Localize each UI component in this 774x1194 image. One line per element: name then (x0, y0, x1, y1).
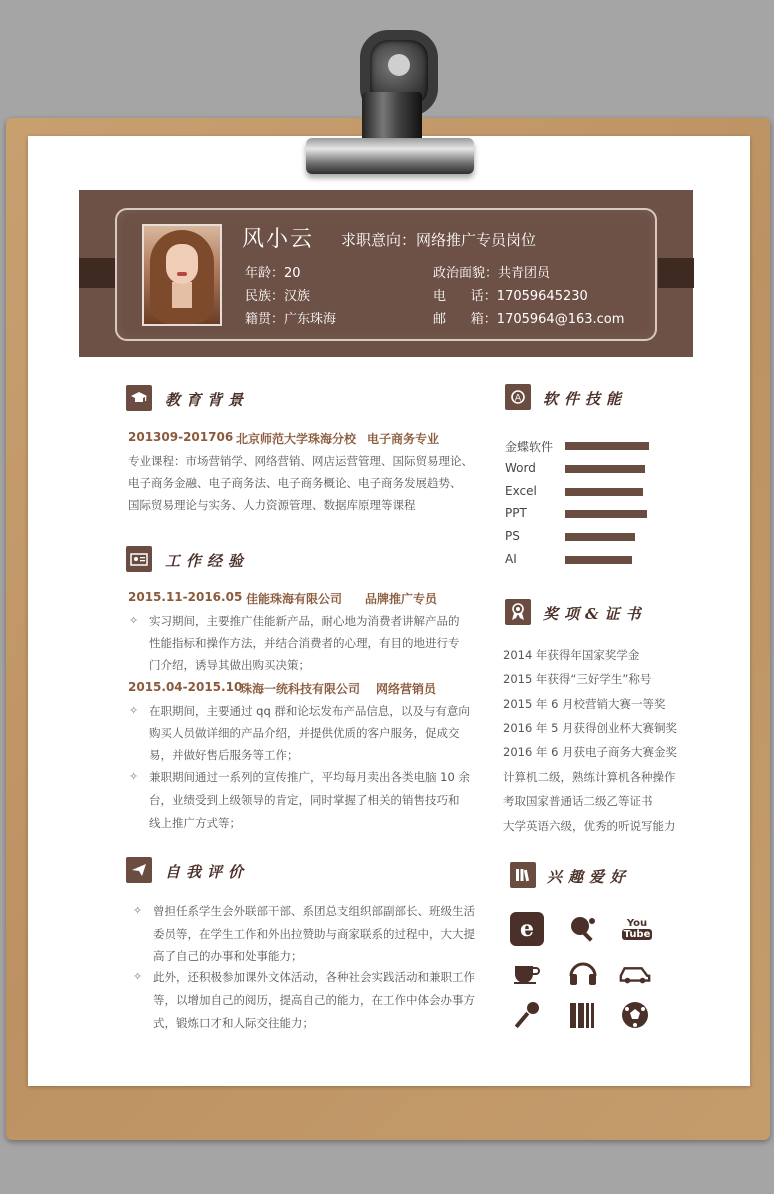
job1-period: 2015.11-2016.05 (128, 590, 243, 604)
self-eval-line: 式，锻炼口才和人际交往能力； (153, 1016, 314, 1030)
hobbies-title: 兴趣爱好 (547, 868, 632, 886)
award-item: 大学英语六级，优秀的听说写能力 (503, 819, 676, 833)
awards-title: 奖项&证书 (543, 605, 647, 623)
self-eval-line: 委员等，在学生工作和外出拉赞助与商家联系的过程中，大大提 (153, 927, 475, 941)
skill-bar (565, 533, 635, 541)
skill-label: 金蝶软件 (505, 440, 554, 454)
svg-text:A: A (514, 393, 522, 404)
award-item: 2016 年 6 月获电子商务大赛金奖 (503, 745, 678, 759)
job2-desc-line: 台，业绩受到上级领导的肯定，同时掌握了相关的销售技巧和 (149, 793, 460, 807)
youtube-icon-top: You (626, 918, 648, 929)
self-eval-line: 等，以增加自己的阅历，提高自己的能力，在工作中体会办事方 (153, 993, 475, 1007)
job2-desc-line: 购买人员做详细的产品介绍，并提供优质的客户服务，促成交 (149, 726, 460, 740)
youtube-icon (620, 912, 654, 946)
graduation-cap-icon (126, 385, 152, 411)
skill-label: PPT (505, 506, 527, 520)
edu-course-line: 国际贸易理论与实务、人力资源管理、数据库原理等课程 (128, 498, 416, 512)
profile-photo (142, 224, 222, 326)
bullet-icon: ✧ (133, 904, 143, 917)
self-eval-title: 自我评价 (165, 863, 250, 881)
edu-course-line: 电子商务金融、电子商务法、电子商务概论、电子商务发展趋势、 (128, 476, 462, 490)
job2-period: 2015.04-2015.10 (128, 680, 243, 694)
medal-icon (505, 599, 531, 625)
self-eval-line: 高了自己的办事和处事能力； (153, 949, 303, 963)
id-card-icon (126, 546, 152, 572)
paper-plane-icon (126, 857, 152, 883)
ping-pong-icon (566, 912, 600, 946)
skill-bar (565, 465, 645, 473)
info-politics: 政治面貌：共青团员 (433, 266, 551, 281)
skills-title: 软件技能 (543, 390, 628, 408)
edu-course-line: 专业课程：市场营销学、网络营销、网店运营管理、国际贸易理论、 (128, 454, 473, 468)
youtube-icon-bottom: Tube (623, 929, 651, 940)
edu-period: 201309-201706 (128, 430, 234, 444)
work-title: 工作经验 (165, 552, 250, 570)
edu-school: 北京师范大学珠海分校 (236, 432, 357, 446)
edu-major: 电子商务专业 (367, 432, 440, 446)
job2-role: 网络营销员 (376, 682, 437, 696)
job2-desc-line: 线上推广方式等； (149, 816, 241, 830)
bullet-icon: ✧ (129, 770, 139, 783)
header-stripe-left (79, 258, 115, 288)
info-email: 邮 箱：1705964@163.com (433, 312, 625, 327)
header-stripe-right (658, 258, 694, 288)
headphones-icon (566, 956, 600, 990)
soccer-ball-icon (618, 998, 652, 1032)
coffee-cup-icon (510, 956, 544, 990)
books-icon (510, 862, 536, 888)
skill-label: AI (505, 552, 517, 566)
binder-clip (300, 22, 480, 182)
job1-desc-line: 门介绍，诱导其做出购买决策； (149, 658, 310, 672)
job-intent: 求职意向：网络推广专员岗位 (341, 231, 537, 249)
skill-label: Excel (505, 484, 537, 498)
award-item: 2015 年获得“三好学生”称号 (503, 672, 652, 686)
bullet-icon: ✧ (129, 704, 139, 717)
bullet-icon: ✧ (129, 614, 139, 627)
self-eval-line: 曾担任系学生会外联部干部、系团总支组织部副部长、班级生活 (153, 904, 475, 918)
self-eval-line: 此外，还积极参加课外文体活动，各种社会实践活动和兼职工作 (153, 970, 475, 984)
job1-desc-line: 性能指标和操作方法，并结合消费者的心理，有目的地进行专 (149, 636, 460, 650)
bookshelf-icon (566, 998, 600, 1032)
job2-company: 珠海一统科技有限公司 (240, 682, 361, 696)
info-phone: 电 话：17059645230 (433, 289, 588, 304)
info-age: 年龄：20 (245, 266, 301, 281)
clip-base (306, 138, 474, 174)
microphone-icon (510, 998, 544, 1032)
bullet-icon: ✧ (133, 970, 143, 983)
award-item: 考取国家普通话二级乙等证书 (503, 794, 653, 808)
job1-role: 品牌推广专员 (365, 592, 438, 606)
award-item: 2015 年 6 月校营销大赛一等奖 (503, 697, 666, 711)
skill-label: PS (505, 529, 520, 543)
job2-desc-line: 在职期间，主要通过 qq 群和论坛发布产品信息，以及与有意向 (149, 704, 470, 718)
info-nation: 民族：汉族 (245, 289, 311, 304)
internet-explorer-icon: e (510, 912, 544, 946)
job1-desc-line: 实习期间，主要推广佳能新产品，耐心地为消费者讲解产品的 (149, 614, 460, 628)
job2-desc-line: 易，并做好售后服务等工作； (149, 748, 299, 762)
skill-bar (565, 442, 649, 450)
award-item: 2016 年 5 月获得创业杯大赛铜奖 (503, 721, 678, 735)
skill-bar (565, 510, 647, 518)
job1-company: 佳能珠海有限公司 (246, 592, 343, 606)
skill-bar (565, 556, 632, 564)
award-item: 计算机二级，熟练计算机各种操作 (503, 770, 676, 784)
skill-bar (565, 488, 643, 496)
applicant-name: 风小云 (242, 227, 315, 252)
software-icon (505, 384, 531, 410)
car-icon (618, 956, 652, 990)
skill-label: Word (505, 461, 536, 475)
award-item: 2014 年获得年国家奖学金 (503, 648, 640, 662)
education-title: 教育背景 (165, 391, 250, 409)
info-origin: 籍贯：广东珠海 (245, 312, 337, 327)
job2-desc-line: 兼职期间通过一系列的宣传推广，平均每月卖出各类电脑 10 余 (149, 770, 470, 784)
